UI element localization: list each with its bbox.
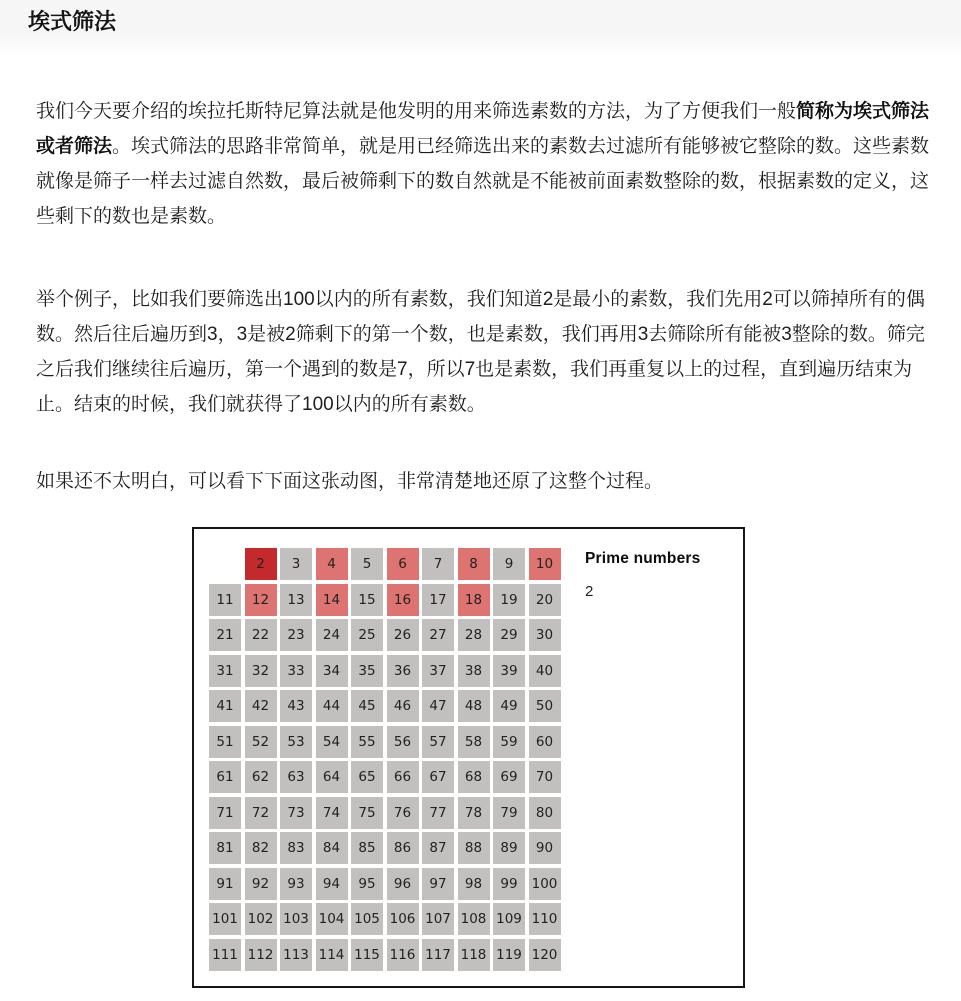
grid-cell: 68 xyxy=(458,761,490,793)
grid-cell: 41 xyxy=(209,690,241,722)
paragraph-intro-bold-phrase: 简称为埃式筛法或者筛法 xyxy=(36,101,930,157)
grid-cell: 87 xyxy=(422,832,454,864)
paragraph-example: 举个例子，比如我们要筛选出100以内的所有素数，我们知道2是最小的素数，我们先用2可以筛掉所有的偶数。然后往后遍历到3，3是被2筛剩下的第一个数，也是素数，我们再用3去筛除所有能被3整除的数。筛完之后我们继续往后遍历，第一个遇到的数是7，所以7也是素数，我们再重复以上的过程，直到遍历结束为止。结束的时候，我们就获得了100以内的所有素数。 xyxy=(36,289,925,415)
grid-cell: 91 xyxy=(209,868,241,900)
grid-cell: 45 xyxy=(351,690,383,722)
figure-legend xyxy=(585,550,700,602)
grid-cell: 82 xyxy=(245,832,277,864)
grid-cell: 49 xyxy=(493,690,525,722)
page-title: 埃式筛法 xyxy=(28,9,117,34)
grid-cell: 46 xyxy=(387,690,419,722)
grid-cell: 108 xyxy=(458,903,490,935)
grid-cell: 95 xyxy=(351,868,383,900)
grid-cell: 84 xyxy=(316,832,348,864)
grid-cell: 119 xyxy=(493,939,525,971)
grid-cell: 99 xyxy=(493,868,525,900)
grid-cell: 10 xyxy=(529,548,561,580)
prime-number: 2 xyxy=(585,583,594,600)
grid-cell: 31 xyxy=(209,655,241,687)
grid-cell: 43 xyxy=(280,690,312,722)
grid-cell: 107 xyxy=(422,903,454,935)
grid-cell: 8 xyxy=(458,548,490,580)
grid-cell: 81 xyxy=(209,832,241,864)
grid-cell: 23 xyxy=(280,619,312,651)
grid-cell: 94 xyxy=(316,868,348,900)
grid-cell: 96 xyxy=(387,868,419,900)
grid-cell: 77 xyxy=(422,797,454,829)
grid-cell: 78 xyxy=(458,797,490,829)
grid-cell: 76 xyxy=(387,797,419,829)
grid-cell: 12 xyxy=(245,584,277,616)
grid-cell: 102 xyxy=(245,903,277,935)
grid-cell: 9 xyxy=(493,548,525,580)
grid-cell: 30 xyxy=(529,619,561,651)
grid-cell: 120 xyxy=(529,939,561,971)
grid-cell: 104 xyxy=(316,903,348,935)
grid-cell: 103 xyxy=(280,903,312,935)
grid-cell: 69 xyxy=(493,761,525,793)
grid-cell: 62 xyxy=(245,761,277,793)
grid-cell: 5 xyxy=(351,548,383,580)
grid-cell: 111 xyxy=(209,939,241,971)
grid-cell: 54 xyxy=(316,726,348,758)
article-header xyxy=(0,0,961,56)
grid-cell: 2 xyxy=(245,548,277,580)
grid-cell: 40 xyxy=(529,655,561,687)
grid-cell: 3 xyxy=(280,548,312,580)
grid-cell: 101 xyxy=(209,903,241,935)
grid-cell: 34 xyxy=(316,655,348,687)
grid-cell: 83 xyxy=(280,832,312,864)
grid-cell: 61 xyxy=(209,761,241,793)
grid-cell: 50 xyxy=(529,690,561,722)
grid-cell: 67 xyxy=(422,761,454,793)
grid-cell: 60 xyxy=(529,726,561,758)
paragraph-intro xyxy=(36,94,937,234)
grid-cell: 86 xyxy=(387,832,419,864)
grid-cell: 115 xyxy=(351,939,383,971)
legend-title: Prime numbers xyxy=(585,550,701,567)
grid-cell: 65 xyxy=(351,761,383,793)
grid-cell: 36 xyxy=(387,655,419,687)
grid-cell: 26 xyxy=(387,619,419,651)
grid-cell: 64 xyxy=(316,761,348,793)
grid-cell: 97 xyxy=(422,868,454,900)
grid-cell: 66 xyxy=(387,761,419,793)
grid-cell: 33 xyxy=(280,655,312,687)
grid-cell: 6 xyxy=(387,548,419,580)
grid-cell: 59 xyxy=(493,726,525,758)
grid-cell: 11 xyxy=(209,584,241,616)
grid-cell: 37 xyxy=(422,655,454,687)
grid-cell: 29 xyxy=(493,619,525,651)
grid-cell: 58 xyxy=(458,726,490,758)
grid-cell: 52 xyxy=(245,726,277,758)
grid-cell: 116 xyxy=(387,939,419,971)
paragraph-intro-rest: 。埃式筛法的思路非常简单，就是用已经筛选出来的素数去过滤所有能够被它整除的数。这些素数就像是筛子一样去过滤自然数，最后被筛剩下的数自然就是不能被前面素数整除的数，根据素数的定义，这些剩下的数也是素数。 xyxy=(36,136,930,227)
grid-cell: 24 xyxy=(316,619,348,651)
grid-cell: 35 xyxy=(351,655,383,687)
grid-cell: 42 xyxy=(245,690,277,722)
number-grid xyxy=(209,548,561,971)
grid-cell: 75 xyxy=(351,797,383,829)
grid-cell: 17 xyxy=(422,584,454,616)
grid-cell: 98 xyxy=(458,868,490,900)
grid-cell: 112 xyxy=(245,939,277,971)
grid-cell: 16 xyxy=(387,584,419,616)
grid-cell: 38 xyxy=(458,655,490,687)
grid-cell: 14 xyxy=(316,584,348,616)
grid-cell: 113 xyxy=(280,939,312,971)
grid-cell: 25 xyxy=(351,619,383,651)
grid-cell: 39 xyxy=(493,655,525,687)
grid-cell: 53 xyxy=(280,726,312,758)
grid-cell: 92 xyxy=(245,868,277,900)
grid-cell: 51 xyxy=(209,726,241,758)
grid-cell: 85 xyxy=(351,832,383,864)
grid-cell: 72 xyxy=(245,797,277,829)
grid-cell: 109 xyxy=(493,903,525,935)
grid-cell: 18 xyxy=(458,584,490,616)
grid-cell: 110 xyxy=(529,903,561,935)
article-content xyxy=(0,94,961,988)
grid-cell: 100 xyxy=(529,868,561,900)
grid-cell: 93 xyxy=(280,868,312,900)
grid-cell: 71 xyxy=(209,797,241,829)
grid-cell: 88 xyxy=(458,832,490,864)
grid-cell: 4 xyxy=(316,548,348,580)
primes-list xyxy=(585,582,700,602)
grid-cell: 28 xyxy=(458,619,490,651)
grid-cell: 90 xyxy=(529,832,561,864)
grid-cell: 106 xyxy=(387,903,419,935)
grid-cell: 21 xyxy=(209,619,241,651)
grid-cell: 7 xyxy=(422,548,454,580)
grid-cell: 19 xyxy=(493,584,525,616)
grid-cell: 55 xyxy=(351,726,383,758)
grid-cell: 15 xyxy=(351,584,383,616)
grid-cell: 89 xyxy=(493,832,525,864)
grid-cell: 114 xyxy=(316,939,348,971)
grid-cell: 118 xyxy=(458,939,490,971)
grid-cell: 70 xyxy=(529,761,561,793)
grid-cell: 105 xyxy=(351,903,383,935)
grid-cell: 74 xyxy=(316,797,348,829)
grid-cell: 22 xyxy=(245,619,277,651)
grid-cell: 47 xyxy=(422,690,454,722)
grid-cell: 48 xyxy=(458,690,490,722)
grid-cell xyxy=(209,548,241,580)
sieve-animation-figure xyxy=(192,527,745,988)
grid-cell: 57 xyxy=(422,726,454,758)
grid-cell: 32 xyxy=(245,655,277,687)
grid-cell: 79 xyxy=(493,797,525,829)
grid-cell: 117 xyxy=(422,939,454,971)
grid-cell: 13 xyxy=(280,584,312,616)
grid-cell: 27 xyxy=(422,619,454,651)
grid-cell: 56 xyxy=(387,726,419,758)
paragraph-figure-note: 如果还不太明白，可以看下下面这张动图，非常清楚地还原了这整个过程。 xyxy=(36,471,664,492)
grid-cell: 44 xyxy=(316,690,348,722)
paragraph-intro-text: 我们今天要介绍的埃拉托斯特尼算法就是他发明的用来筛选素数的方法，为了方便我们一般 xyxy=(36,101,797,122)
grid-cell: 20 xyxy=(529,584,561,616)
grid-cell: 80 xyxy=(529,797,561,829)
grid-cell: 73 xyxy=(280,797,312,829)
grid-cell: 63 xyxy=(280,761,312,793)
